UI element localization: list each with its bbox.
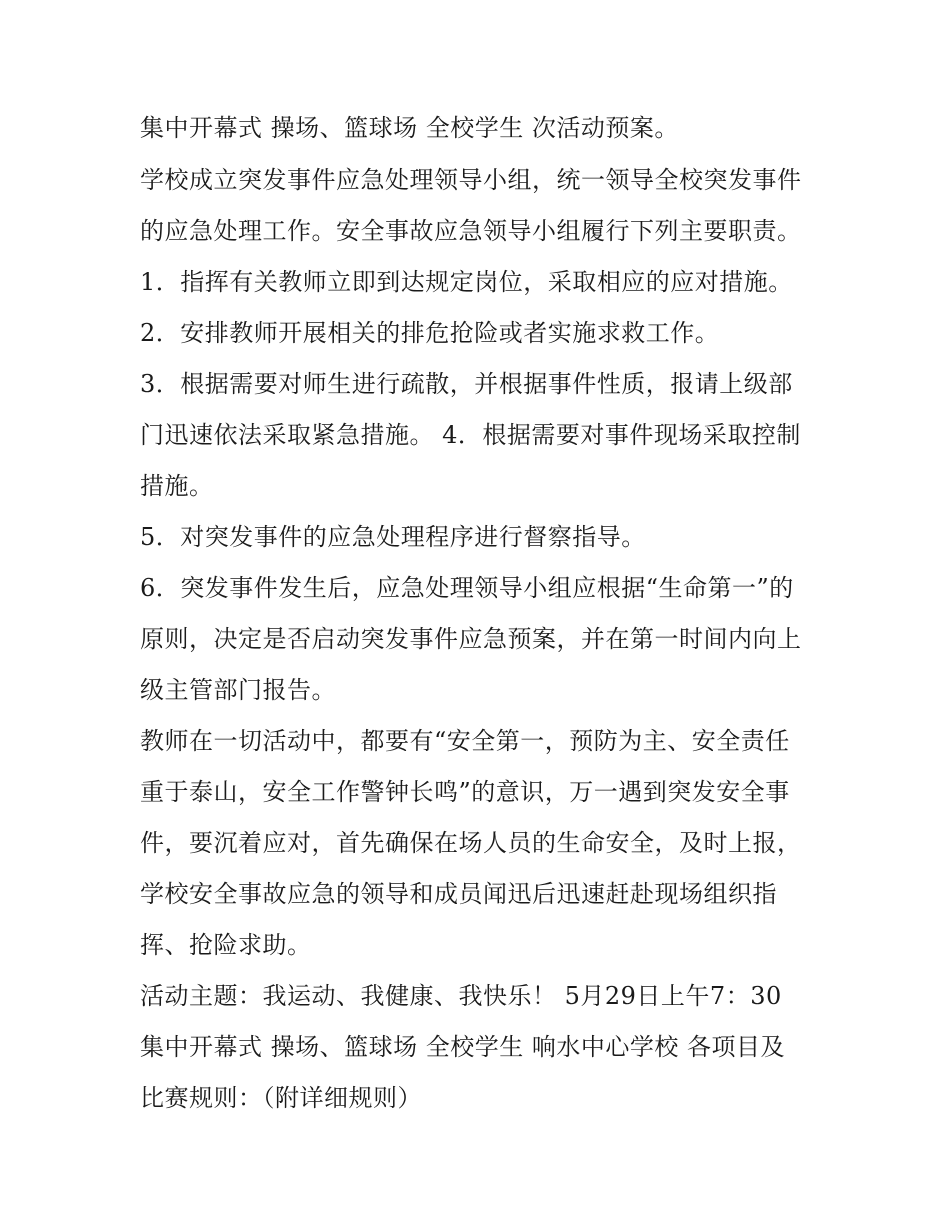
- text-line: 集中开幕式 操场、篮球场 全校学生 次活动预案。: [140, 114, 679, 142]
- text-line: 6．突发事件发生后，应急处理领导小组应根据“生命第一”的: [140, 574, 794, 602]
- text-line: 比赛规则：（附详细规则）: [140, 1084, 422, 1112]
- text-line: 级主管部门报告。: [140, 676, 336, 704]
- text-line: 门迅速依法采取紧急措施。 4．根据需要对事件现场采取控制: [140, 421, 801, 449]
- text-line: 挥、抢险求助。: [140, 931, 312, 959]
- text-line: 2．安排教师开展相关的排危抢险或者实施求救工作。: [140, 319, 720, 347]
- text-line: 5．对突发事件的应急处理程序进行督察指导。: [140, 523, 646, 551]
- text-line: 学校安全事故应急的领导和成员闻迅后迅速赶赴现场组织指: [140, 880, 777, 908]
- text-line: 集中开幕式 操场、篮球场 全校学生 响水中心学校 各项目及: [140, 1033, 786, 1061]
- text-line: 原则，决定是否启动突发事件应急预案，并在第一时间内向上: [140, 625, 802, 653]
- text-line: 活动主题：我运动、我健康、我快乐！ 5月29日上午7：30: [140, 982, 782, 1010]
- text-line: 教师在一切活动中，都要有“安全第一，预防为主、安全责任: [140, 727, 790, 755]
- text-line: 的应急处理工作。安全事故应急领导小组履行下列主要职责。: [140, 217, 802, 245]
- text-line: 重于泰山，安全工作警钟长鸣”的意识，万一遇到突发安全事: [140, 778, 790, 806]
- text-line: 措施。: [140, 472, 214, 500]
- text-line: 学校成立突发事件应急处理领导小组，统一领导全校突发事件: [140, 166, 802, 194]
- text-line: 件，要沉着应对，首先确保在场人员的生命安全，及时上报，: [140, 829, 802, 857]
- text-line: 3．根据需要对师生进行疏散，并根据事件性质，报请上级部: [140, 370, 793, 398]
- text-line: 1．指挥有关教师立即到达规定岗位，采取相应的应对措施。: [140, 268, 793, 296]
